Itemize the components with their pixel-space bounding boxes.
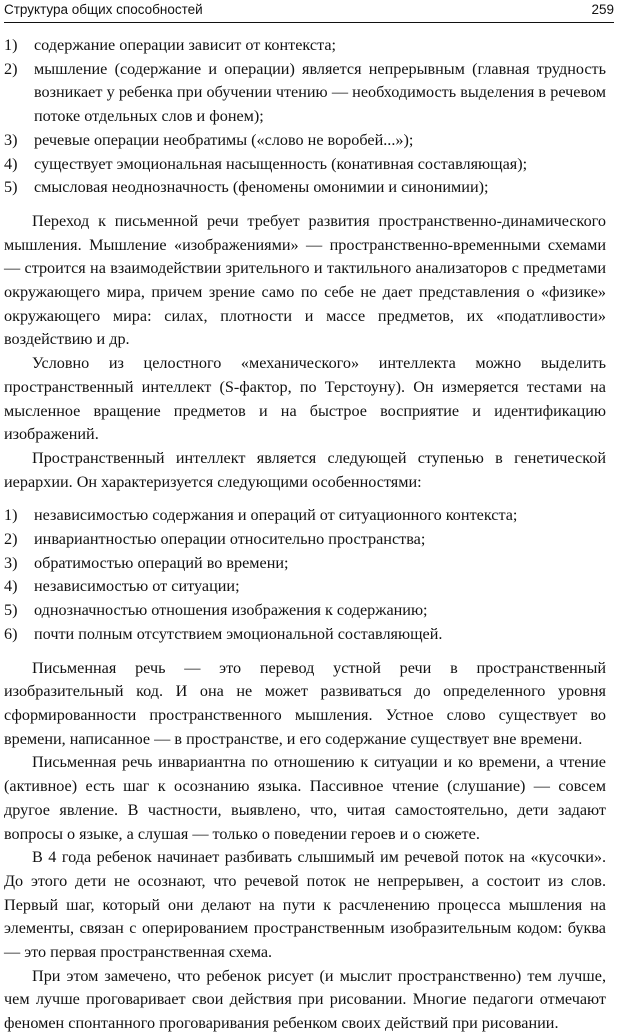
list-item-number: 1) [4, 506, 18, 525]
paragraph: Письменная речь — это перевод устной речи в пространственный изобразительный код. И она не может развиваться до определенного уровня сформированности пространственного мышления. Устное слово существует во времени, написанное — в пространстве, и его содержание существует вне времени. [4, 658, 606, 748]
language-features-list [4, 34, 606, 200]
list-item [4, 58, 606, 129]
paragraph: Письменная речь инвариантна по отношению к ситуации и ко времени, а чтение (активное) есть шаг к осознанию языка. Пассивное чтение (слушание) — совсем другое явление. В частности, выявлено, что, читая самостоятельно, дети задают вопросы о языке, а слушая — только о поведении героев и о сюжете. [4, 753, 606, 843]
list-item [4, 552, 606, 576]
list-item-text: речевые операции необратимы («слово не воробей...»); [34, 130, 414, 149]
chapter-title: Структура общих способностей [4, 2, 203, 17]
list-item-text: инвариантностью операции относительно пространства; [34, 530, 426, 549]
list-item [4, 153, 606, 177]
list-item-number: 2) [4, 530, 18, 549]
spacer [4, 647, 606, 657]
paragraph: В 4 года ребенок начинает разбивать слышимый им речевой поток на «кусочки». До этого дети не осознают, что речевой поток не непрерывен, а состоит из слов. Первый шаг, который они делают на пути к расчленению процесса мышления на элементы, связан с оперированием пространственным изобразительным кодом: буква — это первая пространственная схема. [4, 848, 606, 962]
list-item-text: мышление (содержание и операции) является непрерывным (главная трудность возникает у ребенка при обучении чтению — необходимость выделения в речевом потоке отдельных слов и фонем); [34, 59, 606, 126]
list-item-number: 3) [4, 553, 18, 572]
list-item [4, 129, 606, 153]
list-item-text: однозначностью отношения изображения к содержанию; [34, 601, 428, 620]
list-item-number: 2) [4, 59, 18, 78]
list-item-number: 4) [4, 577, 18, 596]
list-item-number: 4) [4, 154, 18, 173]
list-item [4, 176, 606, 200]
list-item-text: почти полным отсутствием эмоциональной составляющей. [34, 624, 443, 643]
paragraph: При этом замечено, что ребенок рисует (и мыслит пространственно) тем лучше, чем лучше проговаривает свои действия при рисовании. Многие педагоги отмечают феномен спонтанного проговаривания ребенком своих действий при рисовании. [4, 966, 606, 1033]
list-item [4, 623, 606, 647]
spacer [4, 200, 606, 210]
list-item-text: смысловая неоднозначность (феномены омонимии и синонимии); [34, 178, 489, 197]
page-content [4, 34, 606, 1036]
list-item-number: 6) [4, 624, 18, 643]
list-item-text: независимостью содержания и операций от ситуационного контекста; [34, 506, 518, 525]
paragraph: Условно из целостного «механического» интеллекта можно выделить пространственный интеллект (S-фактор, по Терстоуну). Он измеряется тестами на мысленное вращение предметов и на быстрое восприятие и идентификацию изображений. [4, 354, 606, 444]
list-item [4, 504, 606, 528]
spacer [4, 494, 606, 504]
paragraph: Пространственный интеллект является следующей ступенью в генетической иерархии. Он характеризуется следующими особенностями: [4, 448, 606, 491]
spatial-intellect-features-list [4, 504, 606, 646]
list-item-text: обратимостью операций во времени; [34, 553, 289, 572]
list-item-number: 1) [4, 36, 18, 54]
list-item [4, 528, 606, 552]
list-item-number: 3) [4, 130, 18, 149]
list-item [4, 575, 606, 599]
list-item [4, 599, 606, 623]
list-item-text: содержание операции зависит от контекста; [34, 36, 337, 54]
list-item-number: 5) [4, 178, 18, 197]
running-header [4, 2, 614, 23]
paragraph: Переход к письменной речи требует развития пространственно-динамического мышления. Мышление «изображениями» — пространственно-временными схемами — строится на взаимодействии зрительного и тактильного анализаторов с предметами окружающего мира, причем зрение само по себе не дает представления о «физике» окружающего мира: силах, плотности и массе предметов, их «податливости» воздействию и др. [4, 211, 606, 349]
list-item-text: независимостью от ситуации; [34, 577, 240, 596]
page-number: 259 [591, 2, 614, 17]
list-item-text: существует эмоциональная насыщенность (конативная составляющая); [34, 154, 528, 173]
list-item [4, 34, 606, 58]
list-item-number: 5) [4, 601, 18, 620]
